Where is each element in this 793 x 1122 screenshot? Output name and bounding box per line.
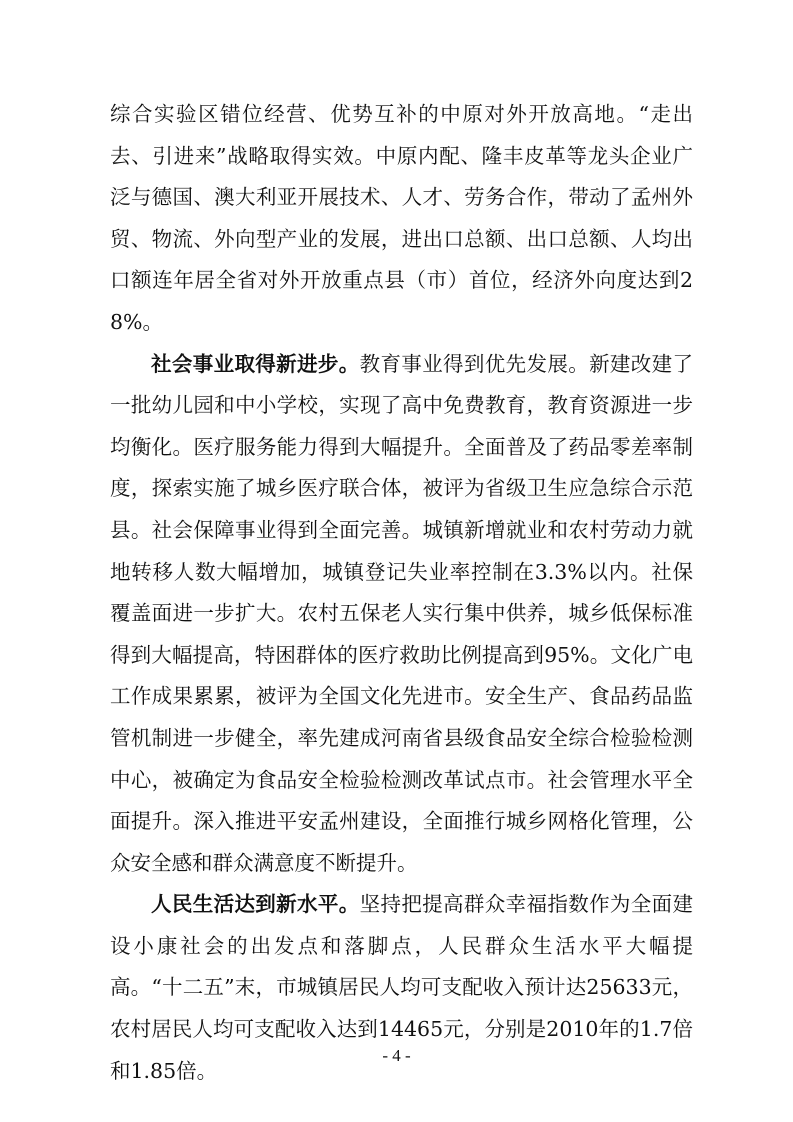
paragraph-text: 坚持把提高群众幸福指数作为全面建设小康社会的出发点和落脚点，人民群众生活水平大幅提高。“十二五”末，市城镇居民人均可支配收入预计达25633元，农村居民人均可支配收入达到14465元，分别是2010年的1.7倍和1.85倍。	[110, 892, 694, 1083]
paragraph-heading: 社会事业取得新进步。	[151, 351, 360, 376]
document-body	[110, 94, 693, 1092]
paragraph-heading: 人民生活达到新水平。	[151, 892, 360, 917]
paragraph-text: 综合实验区错位经营、优势互补的中原对外开放高地。“走出去、引进来”战略取得实效。中原内配、隆丰皮革等龙头企业广泛与德国、澳大利亚开展技术、人才、劳务合作，带动了孟州外贸、物流、外向型产业的发展，进出口总额、出口总额、人均出口额连年居全省对外开放重点县（市）首位，经济外向度达到28%。	[110, 102, 693, 334]
paragraph-text: 教育事业得到优先发展。新建改建了一批幼儿园和中小学校，实现了高中免费教育，教育资源进一步均衡化。医疗服务能力得到大幅提升。全面普及了药品零差率制度，探索实施了城乡医疗联合体，被评为省级卫生应急综合示范县。社会保障事业得到全面完善。城镇新增就业和农村劳动力就地转移人数大幅增加，城镇登记失业率控制在3.3%以内。社保覆盖面进一步扩大。农村五保老人实行集中供养，城乡低保标准得到大幅提高，特困群体的医疗救助比例提高到95%。文化广电工作成果累累，被评为全国文化先进市。安全生产、食品药品监管机制进一步健全，率先建成河南省县级食品安全综合检验检测中心，被确定为食品安全检验检测改革试点市。社会管理水平全面提升。深入推进平安孟州建设，全面推行城乡网格化管理，公众安全感和群众满意度不断提升。	[110, 351, 694, 875]
page-number: - 4 -	[382, 1046, 411, 1065]
paragraph-social-progress	[110, 344, 693, 885]
paragraph-opening-economy	[110, 94, 693, 344]
